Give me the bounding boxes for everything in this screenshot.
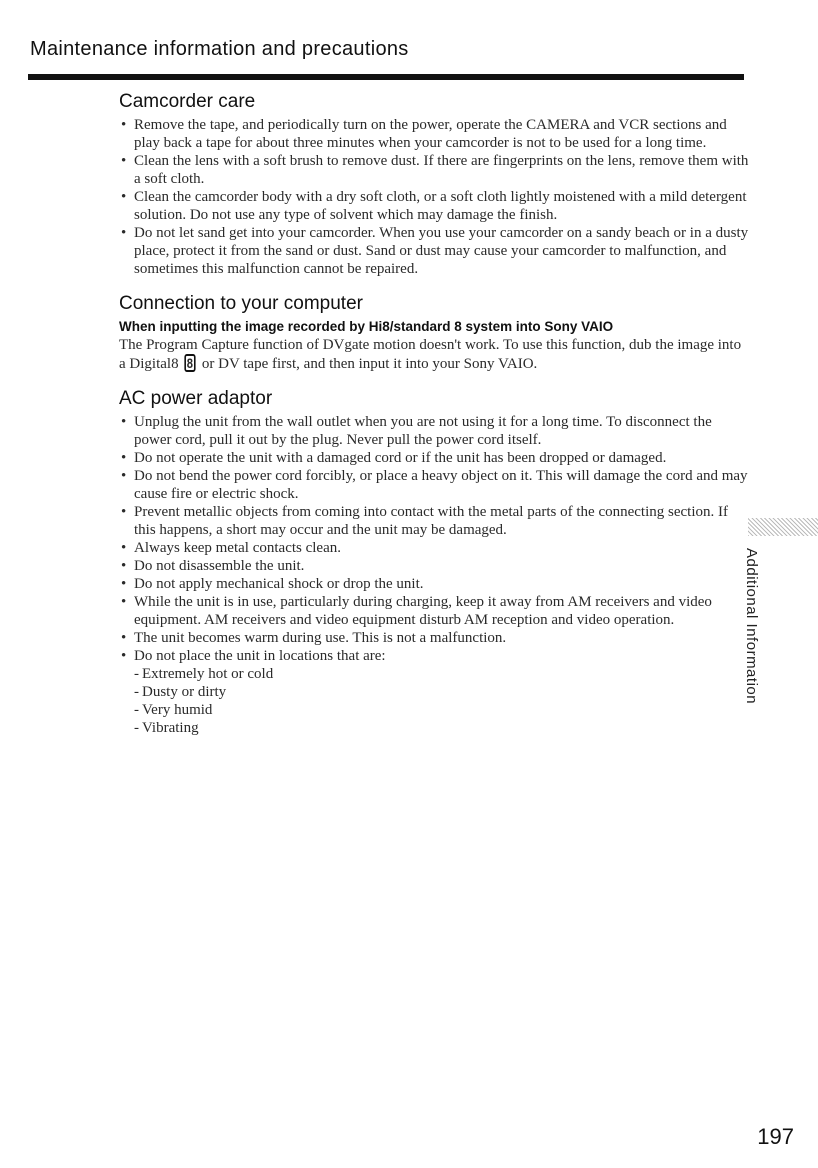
bullet-icon: • xyxy=(121,540,127,556)
dash-icon: - xyxy=(134,720,139,736)
list-item: • Do not disassemble the unit. xyxy=(121,558,305,574)
list-item: • Do not operate the unit with a damaged cord or if the unit has been dropped or damaged. xyxy=(121,450,667,466)
bullet-icon: • xyxy=(121,558,127,574)
bullet-icon: • xyxy=(121,225,127,241)
section-camcorder-care xyxy=(119,90,749,278)
title-rule xyxy=(28,74,744,80)
bullet-icon: • xyxy=(121,468,127,484)
paragraph: The Program Capture function of DVgate motion doesn't work. To use this function, dub the image into a Digital8 8 or DV tape first, and then input it into your Sony VAIO. xyxy=(119,337,742,372)
side-section-label: Additional Information xyxy=(743,548,760,705)
list-item: • The unit becomes warm during use. This is not a malfunction. xyxy=(121,630,507,646)
page-content xyxy=(119,90,749,751)
subheading: When inputting the image recorded by Hi8/standard 8 system into Sony VAIO xyxy=(119,319,614,334)
list-item: • Do not apply mechanical shock or drop the unit. xyxy=(121,576,424,592)
sub-list-item: - Extremely hot or cold xyxy=(134,666,274,682)
bullet-icon: • xyxy=(121,594,127,610)
section-heading: AC power adaptor xyxy=(119,388,273,409)
bullet-icon: • xyxy=(121,117,127,133)
page-number: 197 xyxy=(757,1124,794,1149)
bullet-icon: • xyxy=(121,450,127,466)
list-item: • Always keep metal contacts clean. xyxy=(121,540,341,556)
list-item: • Do not bend the power cord forcibly, or place a heavy object on it. This will damage the cord and may cause fire or electric shock. xyxy=(121,468,748,502)
section-computer-connection xyxy=(119,292,749,373)
dash-icon: - xyxy=(134,666,139,682)
list-item: • Clean the lens with a soft brush to remove dust. If there are fingerprints on the lens, remove them with a soft cloth. xyxy=(121,153,749,187)
section-ac-power-adaptor xyxy=(119,387,749,737)
bullet-icon: • xyxy=(121,153,127,169)
section-heading: Camcorder care xyxy=(119,91,256,112)
sub-list-item: - Very humid xyxy=(134,702,213,718)
list-item: • Prevent metallic objects from coming into contact with the metal parts of the connecting section. If this happens, a short may occur and the unit may be damaged. xyxy=(121,504,728,538)
dash-icon: - xyxy=(134,684,139,700)
list-item: • While the unit is in use, particularly during charging, keep it away from AM receivers and video equipment. AM receivers and video equipment disturb AM reception and video operation. xyxy=(121,594,712,628)
list-item: • Clean the camcorder body with a dry soft cloth, or a soft cloth lightly moistened with a mild detergent solution. Do not use any type of solvent which may damage the finish. xyxy=(121,189,747,223)
page-title: Maintenance information and precautions xyxy=(30,38,409,60)
bullet-icon: • xyxy=(121,630,127,646)
bullet-icon: • xyxy=(121,414,127,430)
list-item: • Do not let sand get into your camcorder. When you use your camcorder on a sandy beach or in a dusty place, protect it from the sand or dust. Sand or dust may cause your camcorder to malfunction, and sometimes this malfunction cannot be repaired. xyxy=(121,225,749,277)
list-item: • Do not place the unit in locations that are: xyxy=(121,648,386,664)
bullet-icon: • xyxy=(121,648,127,664)
sub-list xyxy=(119,665,749,737)
bullet-list xyxy=(119,413,749,665)
sub-list-item: - Dusty or dirty xyxy=(134,684,227,700)
bullet-icon: • xyxy=(121,189,127,205)
list-item: • Remove the tape, and periodically turn on the power, operate the CAMERA and VCR sections and play back a tape for about three minutes when your camcorder is not to be used for a long time. xyxy=(121,117,727,151)
section-heading: Connection to your computer xyxy=(119,293,363,314)
list-item: • Unplug the unit from the wall outlet when you are not using it for a long time. To disconnect the power cord, pull it out by the plug. Never pull the power cord itself. xyxy=(121,414,712,448)
bullet-list xyxy=(119,116,749,278)
sub-list-item: - Vibrating xyxy=(134,720,199,736)
digital8-logo-icon: 8 xyxy=(185,354,196,372)
bullet-icon: • xyxy=(121,504,127,520)
bullet-icon: • xyxy=(121,576,127,592)
dash-icon: - xyxy=(134,702,139,718)
side-tab-marker xyxy=(748,518,818,536)
